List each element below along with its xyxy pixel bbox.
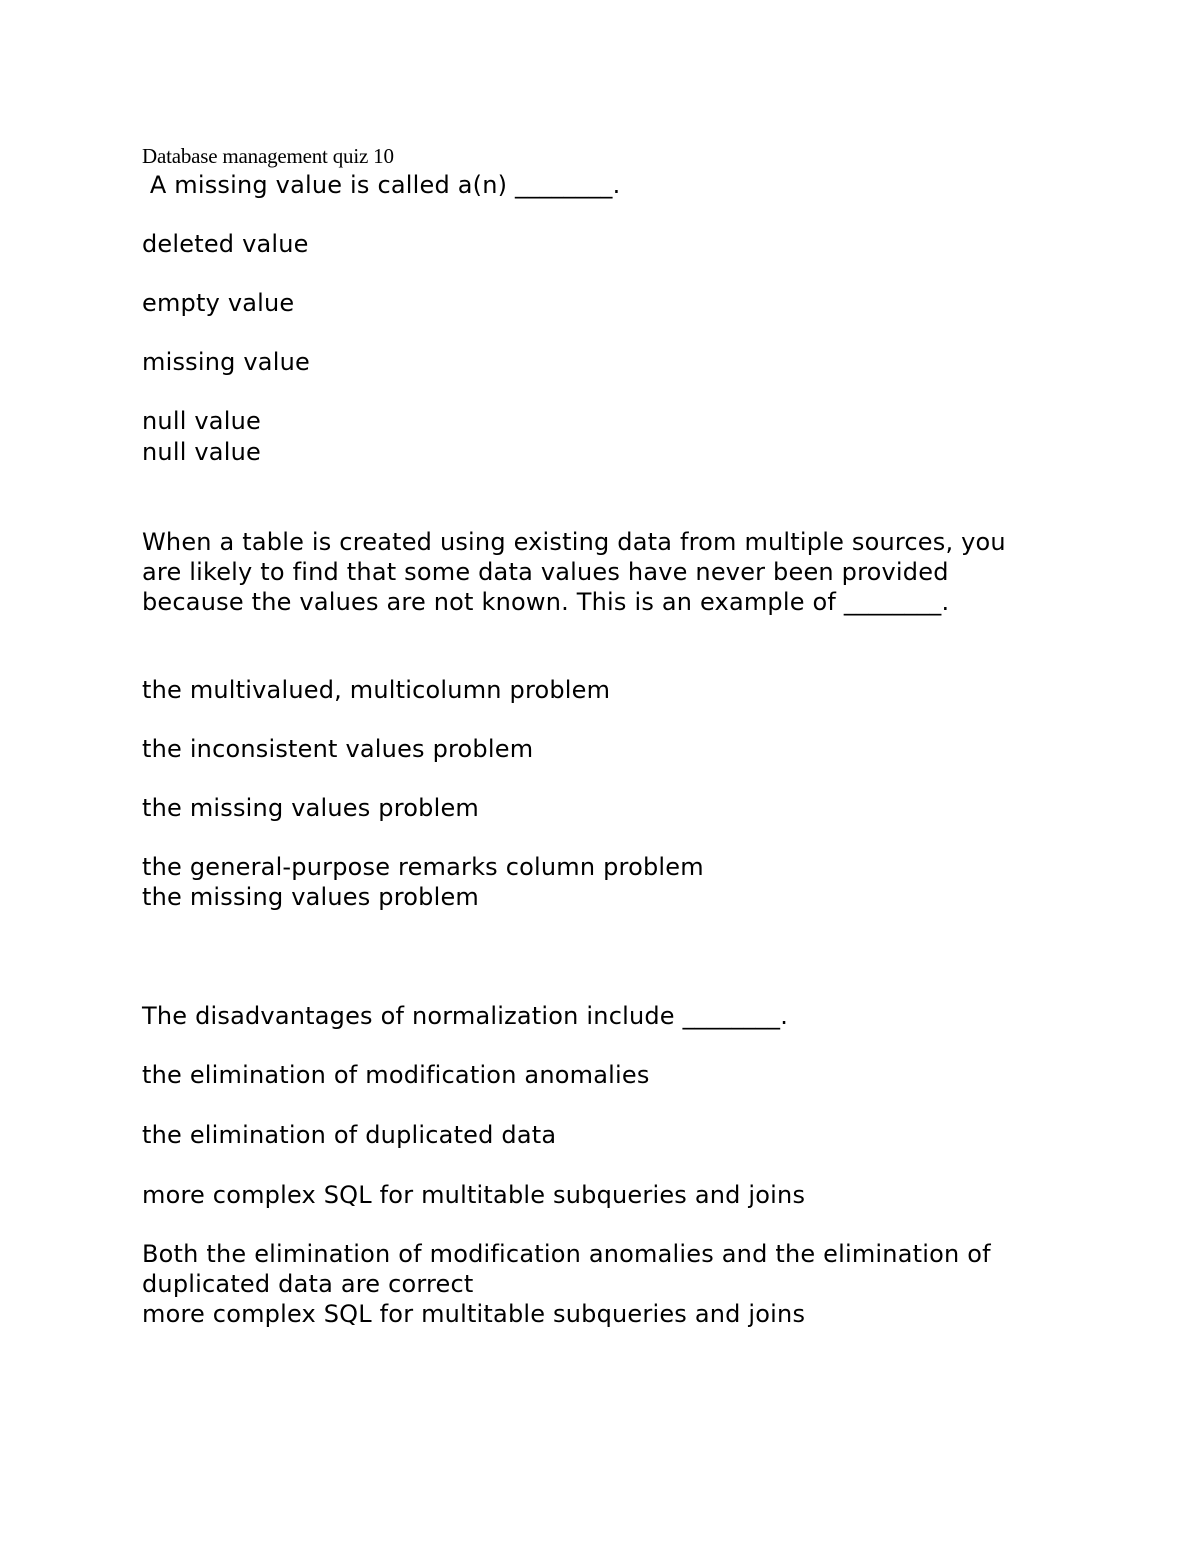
question-2-option-2: the inconsistent values problem: [142, 735, 534, 763]
question-3-option-3: more complex SQL for multitable subqueries and joins: [142, 1181, 806, 1209]
question-2-prompt-line-1: When a table is created using existing data from multiple sources, you: [142, 528, 1006, 556]
question-2-prompt-line-3: because the values are not known. This is an example of ________.: [142, 588, 950, 616]
question-1-option-3: missing value: [142, 348, 310, 376]
question-3-option-2: the elimination of duplicated data: [142, 1121, 557, 1149]
question-1-answer: null value: [142, 438, 261, 466]
question-1-prompt: A missing value is called a(n) ________.: [142, 171, 621, 199]
question-3-option-4-line-2: duplicated data are correct: [142, 1270, 474, 1298]
question-2-option-3: the missing values problem: [142, 794, 480, 822]
question-1-option-4: null value: [142, 407, 261, 435]
question-2-answer: the missing values problem: [142, 883, 480, 911]
question-2-option-4: the general-purpose remarks column problem: [142, 853, 704, 881]
question-3-answer: more complex SQL for multitable subqueries and joins: [142, 1300, 806, 1328]
question-1-option-1: deleted value: [142, 230, 309, 258]
question-2-option-1: the multivalued, multicolumn problem: [142, 676, 611, 704]
question-1-option-2: empty value: [142, 289, 295, 317]
question-3-prompt: The disadvantages of normalization include ________.: [142, 1002, 789, 1030]
question-2-prompt-line-2: are likely to find that some data values have never been provided: [142, 558, 949, 586]
question-3-option-4-line-1: Both the elimination of modification anomalies and the elimination of: [142, 1240, 991, 1268]
question-3-option-1: the elimination of modification anomalies: [142, 1061, 650, 1089]
document-title: Database management quiz 10: [142, 144, 394, 168]
